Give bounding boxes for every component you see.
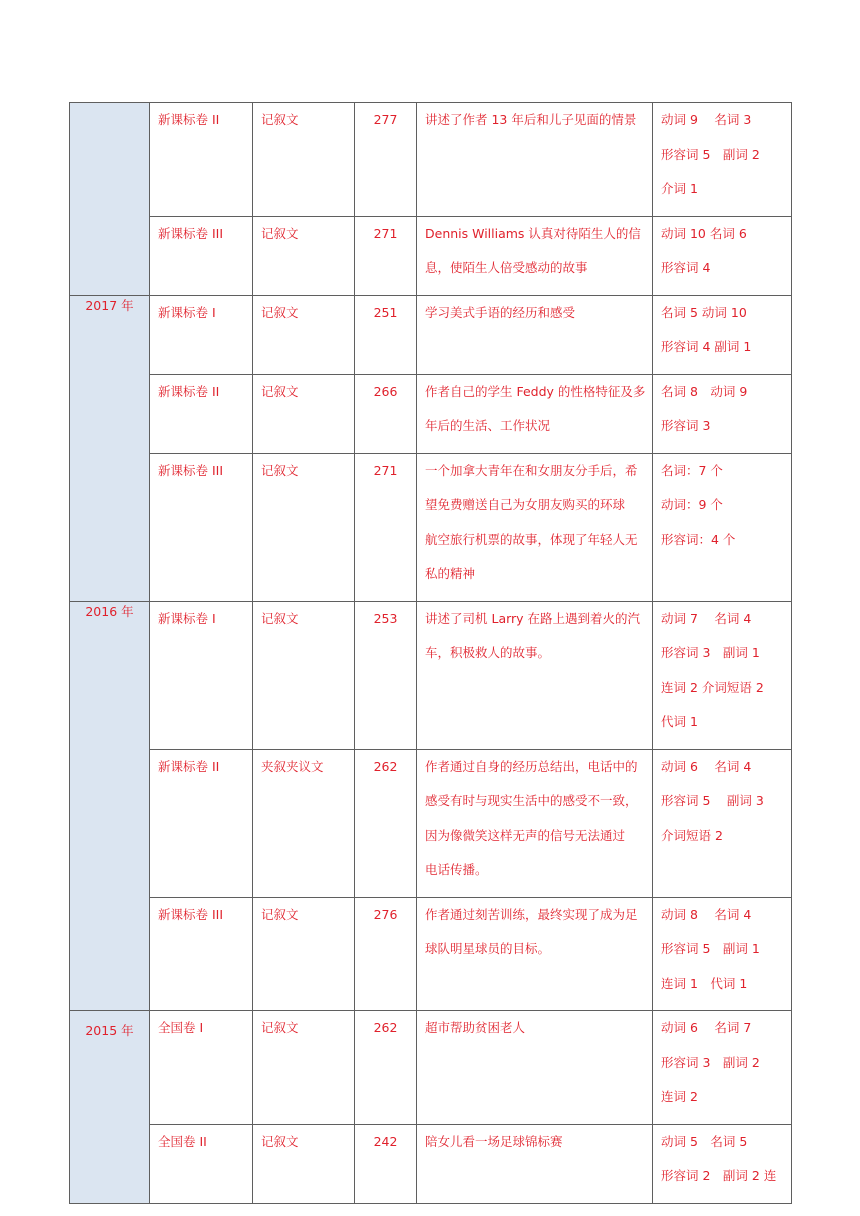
year-label: 2017 年 — [85, 297, 134, 313]
table-row — [70, 453, 792, 601]
parts-line: 代词 1 — [661, 714, 698, 729]
table-row — [70, 295, 792, 374]
genre-cell — [253, 601, 355, 749]
word-count-cell — [355, 295, 417, 374]
year-label: 2015 年 — [85, 1023, 134, 1038]
genre-text: 夹叙夹议文 — [261, 758, 324, 774]
word-count: 271 — [373, 462, 398, 478]
paper-cell — [150, 1124, 253, 1203]
genre-text: 记叙文 — [261, 112, 299, 127]
parts-line: 动词 5 名词 5 — [661, 1133, 748, 1149]
content-line: 球队明星球员的目标。 — [425, 941, 551, 956]
parts-line: 形容词 3 副词 2 — [661, 1054, 760, 1070]
word-count-cell — [355, 897, 417, 1011]
word-count-cell — [355, 103, 417, 217]
word-count-cell — [355, 1124, 417, 1203]
exam-reading-table — [69, 102, 792, 1204]
genre-text: 记叙文 — [261, 610, 299, 626]
word-count-cell — [355, 216, 417, 295]
table-row — [70, 103, 792, 217]
parts-line: 形容词 4 — [661, 260, 711, 275]
year-label: 2016 年 — [85, 603, 134, 619]
content-cell — [417, 295, 653, 374]
content-line: 航空旅行机票的故事，体现了年轻人无 — [425, 531, 638, 547]
paper-cell — [150, 601, 253, 749]
content-line: 车，积极救人的故事。 — [425, 645, 551, 660]
paper-text: 全国卷 I — [158, 1020, 204, 1035]
content-cell — [417, 749, 653, 897]
year-cell — [70, 1011, 150, 1204]
parts-line: 名词：7 个 — [661, 462, 723, 478]
word-count: 271 — [373, 225, 398, 241]
table-row — [70, 216, 792, 295]
genre-cell — [253, 295, 355, 374]
parts-line: 形容词 5 副词 1 — [661, 941, 760, 956]
parts-line: 介词 1 — [661, 181, 698, 196]
table-row — [70, 1124, 792, 1203]
parts-line: 形容词 5 副词 3 — [661, 793, 764, 808]
paper-text: 新课标卷 II — [158, 758, 220, 774]
parts-line: 动词：9 个 — [661, 497, 723, 512]
content-cell — [417, 374, 653, 453]
genre-cell — [253, 103, 355, 217]
paper-cell — [150, 103, 253, 217]
table-row — [70, 749, 792, 897]
content-line: 作者通过刻苦训练，最终实现了成为足 — [425, 906, 638, 922]
content-line: 学习美式手语的经历和感受 — [425, 304, 576, 320]
word-count: 276 — [373, 906, 398, 922]
parts-line: 形容词 2 副词 2 连 — [661, 1168, 777, 1183]
parts-line: 动词 9 名词 3 — [661, 112, 752, 127]
genre-text: 记叙文 — [261, 225, 299, 241]
paper-cell — [150, 453, 253, 601]
genre-cell — [253, 1011, 355, 1125]
content-line: 电话传播。 — [425, 862, 488, 877]
year-cell — [70, 103, 150, 296]
parts-line: 连词 1 代词 1 — [661, 975, 748, 991]
content-line: 超市帮助贫困老人 — [425, 1020, 526, 1035]
parts-line: 名词 8 动词 9 — [661, 383, 748, 399]
parts-line: 形容词 4 副词 1 — [661, 339, 752, 354]
year-cell — [70, 295, 150, 601]
parts-cell — [653, 103, 792, 217]
paper-cell — [150, 897, 253, 1011]
genre-text: 记叙文 — [261, 304, 299, 320]
content-line: 讲述了作者 13 年后和儿子见面的情景 — [425, 112, 637, 127]
genre-cell — [253, 453, 355, 601]
table-row — [70, 601, 792, 749]
parts-cell — [653, 453, 792, 601]
genre-text: 记叙文 — [261, 906, 299, 922]
parts-cell — [653, 601, 792, 749]
content-line: 作者通过自身的经历总结出，电话中的 — [425, 758, 638, 774]
word-count: 253 — [373, 610, 398, 626]
word-count: 251 — [373, 304, 398, 320]
content-cell — [417, 103, 653, 217]
content-cell — [417, 1011, 653, 1125]
genre-cell — [253, 216, 355, 295]
content-line: 一个加拿大青年在和女朋友分手后，希 — [425, 462, 638, 478]
table-row — [70, 897, 792, 1011]
paper-text: 新课标卷 III — [158, 462, 224, 478]
paper-text: 新课标卷 III — [158, 225, 224, 241]
paper-cell — [150, 216, 253, 295]
content-line: 讲述了司机 Larry 在路上遇到着火的汽 — [425, 610, 641, 626]
word-count-cell — [355, 374, 417, 453]
word-count-cell — [355, 749, 417, 897]
parts-line: 动词 7 名词 4 — [661, 610, 752, 626]
parts-cell — [653, 216, 792, 295]
parts-line: 动词 10 名词 6 — [661, 225, 747, 241]
parts-cell — [653, 1011, 792, 1125]
parts-line: 形容词 5 副词 2 — [661, 146, 760, 162]
parts-cell — [653, 295, 792, 374]
parts-line: 连词 2 — [661, 1089, 698, 1104]
word-count: 262 — [373, 758, 398, 774]
content-line: 息，使陌生人倍受感动的故事 — [425, 260, 588, 275]
paper-text: 新课标卷 III — [158, 906, 224, 922]
genre-text: 记叙文 — [261, 462, 299, 478]
content-line: 陪女儿看一场足球锦标赛 — [425, 1133, 563, 1149]
content-line: 因为像微笑这样无声的信号无法通过 — [425, 827, 626, 843]
paper-cell — [150, 374, 253, 453]
content-line: 私的精神 — [425, 566, 476, 581]
paper-text: 新课标卷 I — [158, 304, 216, 320]
content-cell — [417, 216, 653, 295]
word-count: 266 — [373, 383, 398, 399]
paper-text: 新课标卷 II — [158, 383, 220, 399]
genre-cell — [253, 374, 355, 453]
parts-cell — [653, 749, 792, 897]
content-line: 作者自己的学生 Feddy 的性格特征及多 — [425, 383, 646, 399]
paper-text: 新课标卷 II — [158, 112, 220, 127]
paper-cell — [150, 1011, 253, 1125]
word-count-cell — [355, 1011, 417, 1125]
content-line: Dennis Williams 认真对待陌生人的信 — [425, 225, 641, 241]
genre-text: 记叙文 — [261, 1133, 299, 1149]
parts-line: 形容词 3 副词 1 — [661, 645, 760, 660]
paper-cell — [150, 295, 253, 374]
parts-line: 连词 2 介词短语 2 — [661, 679, 764, 695]
content-line: 年后的生活、工作状况 — [425, 418, 551, 433]
parts-line: 动词 6 名词 4 — [661, 758, 752, 774]
parts-line: 形容词：4 个 — [661, 531, 736, 547]
parts-line: 名词 5 动词 10 — [661, 304, 747, 320]
genre-text: 记叙文 — [261, 1020, 299, 1035]
genre-cell — [253, 749, 355, 897]
content-cell — [417, 601, 653, 749]
parts-line: 形容词 3 — [661, 418, 711, 433]
content-cell — [417, 453, 653, 601]
paper-cell — [150, 749, 253, 897]
table-row — [70, 1011, 792, 1125]
parts-cell — [653, 374, 792, 453]
genre-cell — [253, 1124, 355, 1203]
paper-text: 全国卷 II — [158, 1133, 207, 1149]
word-count: 262 — [373, 1020, 398, 1035]
word-count: 242 — [373, 1133, 398, 1149]
parts-line: 介词短语 2 — [661, 827, 723, 843]
content-cell — [417, 897, 653, 1011]
year-cell — [70, 601, 150, 1011]
genre-text: 记叙文 — [261, 383, 299, 399]
table-row — [70, 374, 792, 453]
word-count-cell — [355, 601, 417, 749]
paper-text: 新课标卷 I — [158, 610, 216, 626]
content-cell — [417, 1124, 653, 1203]
parts-cell — [653, 897, 792, 1011]
parts-line: 动词 8 名词 4 — [661, 906, 752, 922]
genre-cell — [253, 897, 355, 1011]
parts-line: 动词 6 名词 7 — [661, 1020, 752, 1035]
parts-cell — [653, 1124, 792, 1203]
word-count: 277 — [373, 112, 398, 127]
word-count-cell — [355, 453, 417, 601]
content-line: 望免费赠送自己为女朋友购买的环球 — [425, 497, 626, 512]
content-line: 感受有时与现实生活中的感受不一致， — [425, 793, 638, 808]
